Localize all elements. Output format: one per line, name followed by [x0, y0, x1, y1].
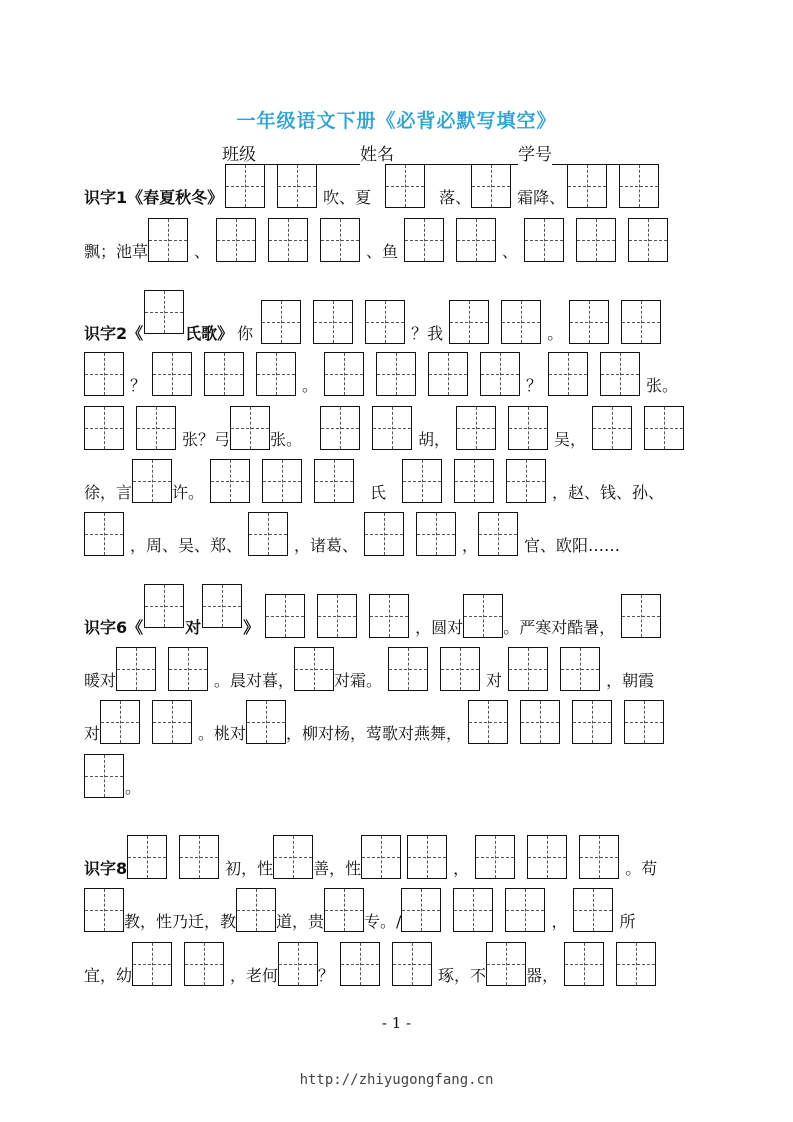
text: ？ [526, 376, 543, 395]
text: 氏 [370, 483, 387, 502]
text: 对 [486, 671, 503, 690]
text: ，老何 [230, 966, 279, 985]
blank-box[interactable] [388, 647, 428, 691]
text: ，周、吴、郑、 [130, 536, 243, 555]
blank-box[interactable] [256, 352, 296, 396]
text: 徐，言 [84, 483, 133, 502]
blank-box[interactable] [320, 218, 360, 262]
class-blank [256, 147, 360, 165]
blank-box[interactable] [202, 584, 242, 628]
text: 暖对 [84, 671, 117, 690]
section1-label: 识字1《春夏秋冬》 [84, 188, 224, 207]
text: 所 [619, 912, 636, 931]
text: 道，贵 [276, 912, 325, 931]
text: 器， [526, 966, 559, 985]
section2-label: 识字2《 [84, 324, 144, 343]
blank-box[interactable] [628, 218, 668, 262]
section8-line2 [84, 888, 635, 932]
student-info-line [222, 140, 626, 165]
text: 落、 [439, 188, 472, 207]
blank-box[interactable] [294, 647, 334, 691]
blank-box[interactable] [210, 459, 250, 503]
text: ，赵、钱、孙、 [552, 483, 665, 502]
blank-box[interactable] [184, 942, 224, 986]
blank-box[interactable] [576, 218, 616, 262]
blank-box[interactable] [592, 406, 632, 450]
blank-box[interactable] [621, 300, 661, 344]
section6-line1 [84, 594, 667, 638]
text: 初，性 [225, 859, 274, 878]
blank-box[interactable] [84, 352, 124, 396]
blank-box[interactable] [480, 352, 520, 396]
blank-box[interactable] [478, 512, 518, 556]
section2-line3 [84, 406, 690, 450]
blank-box[interactable] [84, 406, 124, 450]
blank-box[interactable] [236, 888, 276, 932]
id-label: 学号 [518, 145, 552, 165]
section2-line1 [84, 300, 667, 344]
text: 飘；池草 [84, 242, 149, 261]
text: 宜，幼 [84, 966, 133, 985]
blank-box[interactable] [506, 459, 546, 503]
id-blank [552, 147, 626, 165]
blank-box[interactable] [265, 594, 305, 638]
blank-box[interactable] [392, 942, 432, 986]
text: 专。/ [364, 912, 402, 931]
blank-box[interactable] [644, 406, 684, 450]
blank-box[interactable] [385, 164, 425, 208]
blank-box[interactable] [569, 300, 609, 344]
blank-box[interactable] [440, 647, 480, 691]
blank-box[interactable] [369, 594, 409, 638]
text: ，圆对 [415, 618, 464, 637]
text: 。 [302, 376, 319, 395]
blank-box[interactable] [216, 218, 256, 262]
text: 、 [502, 242, 519, 261]
site-url: http://zhiyugongfang.cn [299, 1072, 494, 1088]
blank-box[interactable] [364, 512, 404, 556]
name-blank [394, 147, 518, 165]
blank-box[interactable] [508, 406, 548, 450]
blank-box[interactable] [619, 164, 659, 208]
blank-box[interactable] [453, 888, 493, 932]
blank-box[interactable] [501, 300, 541, 344]
section1-line1 [84, 164, 665, 208]
section6-line3 [84, 700, 670, 744]
text: 、 [194, 242, 211, 261]
blank-box[interactable] [324, 352, 364, 396]
text: ， [551, 912, 568, 931]
section6-line4 [84, 754, 141, 798]
section8-line1 [84, 835, 657, 879]
blank-box[interactable] [579, 835, 619, 879]
text: 对 [84, 724, 101, 743]
text: 霜降、 [517, 188, 566, 207]
blank-box[interactable] [84, 512, 124, 556]
section2-line5: ，周、吴、郑、 ，诸葛、 ， 官、欧阳…… [84, 512, 620, 556]
blank-box[interactable] [486, 942, 526, 986]
text: 教，性乃迁，教 [124, 912, 237, 931]
blank-box[interactable] [404, 218, 444, 262]
blank-box[interactable] [246, 700, 286, 744]
blank-box[interactable] [376, 352, 416, 396]
blank-box[interactable] [248, 512, 288, 556]
blank-box[interactable] [600, 352, 640, 396]
blank-box[interactable] [573, 888, 613, 932]
text: ？ [130, 376, 147, 395]
text: ，柳对杨，莺歌对燕舞， [286, 724, 463, 743]
blank-box[interactable] [314, 459, 354, 503]
blank-box[interactable] [179, 835, 219, 879]
blank-box[interactable] [456, 218, 496, 262]
blank-box[interactable] [324, 888, 364, 932]
blank-box[interactable] [471, 164, 511, 208]
text: 吹、夏 [323, 188, 372, 207]
blank-box[interactable] [278, 942, 318, 986]
text: ， [453, 859, 470, 878]
blank-box[interactable] [449, 300, 489, 344]
blank-box[interactable] [564, 942, 604, 986]
blank-box[interactable] [548, 352, 588, 396]
text: 。桃对 [198, 724, 247, 743]
blank-box[interactable] [225, 164, 265, 208]
blank-box[interactable] [168, 647, 208, 691]
blank-box[interactable] [624, 700, 664, 744]
blank-box[interactable] [313, 300, 353, 344]
blank-box[interactable] [456, 406, 496, 450]
blank-box[interactable] [84, 888, 124, 932]
section2-label-end: 氏歌》 [185, 324, 234, 343]
section6-label: 识字6《 [84, 618, 144, 637]
blank-box[interactable] [261, 300, 301, 344]
section6-label-mid: 对 [185, 618, 202, 637]
text: ，朝霞 [606, 671, 655, 690]
blank-box[interactable] [100, 700, 140, 744]
text: ？ [318, 966, 335, 985]
section8-line3 [84, 942, 662, 986]
section2-line4 [84, 459, 664, 503]
blank-box[interactable] [475, 835, 515, 879]
blank-box[interactable] [144, 290, 184, 334]
blank-box[interactable] [428, 352, 468, 396]
blank-box[interactable] [136, 406, 176, 450]
section1-line2 [84, 218, 674, 262]
blank-box[interactable] [402, 459, 442, 503]
blank-box[interactable] [230, 406, 270, 450]
blank-box[interactable] [148, 218, 188, 262]
blank-box[interactable] [560, 647, 600, 691]
section6-label-end: 》 [243, 618, 260, 637]
blank-box[interactable] [365, 300, 405, 344]
text: 。苟 [625, 859, 658, 878]
blank-box[interactable] [401, 888, 441, 932]
text: 、鱼 [366, 242, 399, 261]
blank-box[interactable] [468, 700, 508, 744]
blank-box[interactable] [132, 459, 172, 503]
section8-label: 识字8 [84, 859, 128, 878]
blank-box[interactable] [84, 754, 124, 798]
blank-box[interactable] [372, 406, 412, 450]
blank-box[interactable] [508, 647, 548, 691]
blank-box[interactable] [273, 835, 313, 879]
text: 张？弓 [182, 430, 231, 449]
blank-box[interactable] [262, 459, 302, 503]
text: 。晨对暮， [214, 671, 295, 690]
blank-box[interactable] [127, 835, 167, 879]
blank-box[interactable] [132, 942, 172, 986]
blank-box[interactable] [572, 700, 612, 744]
blank-box[interactable] [152, 700, 192, 744]
text: ，诸葛、 [294, 536, 359, 555]
text: 官、欧阳…… [524, 536, 621, 555]
blank-box[interactable] [463, 594, 503, 638]
blank-box[interactable] [144, 584, 184, 628]
blank-box[interactable] [204, 352, 244, 396]
section2-line2 [84, 352, 678, 396]
blank-box[interactable] [520, 700, 560, 744]
blank-box[interactable] [621, 594, 661, 638]
blank-box[interactable] [416, 512, 456, 556]
worksheet-title: 一年级语文下册《必背必默写填空》 [236, 110, 557, 132]
name-label: 姓名 [360, 145, 394, 165]
blank-box[interactable] [116, 647, 156, 691]
text: 。 [547, 324, 564, 343]
text: ？我 [411, 324, 444, 343]
text: 琢，不 [438, 966, 487, 985]
blank-box[interactable] [317, 594, 357, 638]
text: 对霜。 [334, 671, 383, 690]
blank-box[interactable] [616, 942, 656, 986]
blank-box[interactable] [567, 164, 607, 208]
blank-box[interactable] [320, 406, 360, 450]
blank-box[interactable] [527, 835, 567, 879]
text: 许。 [172, 483, 205, 502]
text: 善，性 [313, 859, 362, 878]
blank-box[interactable] [505, 888, 545, 932]
text: 张。 [646, 376, 679, 395]
text: 。严寒对酷暑， [503, 618, 616, 637]
page-number: - 1 - [381, 1014, 412, 1032]
blank-box[interactable] [340, 942, 380, 986]
blank-box[interactable] [277, 164, 317, 208]
text: 张。 [270, 430, 303, 449]
blank-box[interactable] [407, 835, 447, 879]
blank-box[interactable] [268, 218, 308, 262]
class-label: 班级 [222, 145, 256, 165]
text: 胡， [418, 430, 451, 449]
blank-box[interactable] [361, 835, 401, 879]
blank-box[interactable] [524, 218, 564, 262]
section6-line2 [84, 647, 654, 691]
text: 。 [125, 778, 142, 797]
text: 你 [237, 324, 254, 343]
blank-box[interactable] [152, 352, 192, 396]
blank-box[interactable] [454, 459, 494, 503]
text: 吴， [554, 430, 587, 449]
